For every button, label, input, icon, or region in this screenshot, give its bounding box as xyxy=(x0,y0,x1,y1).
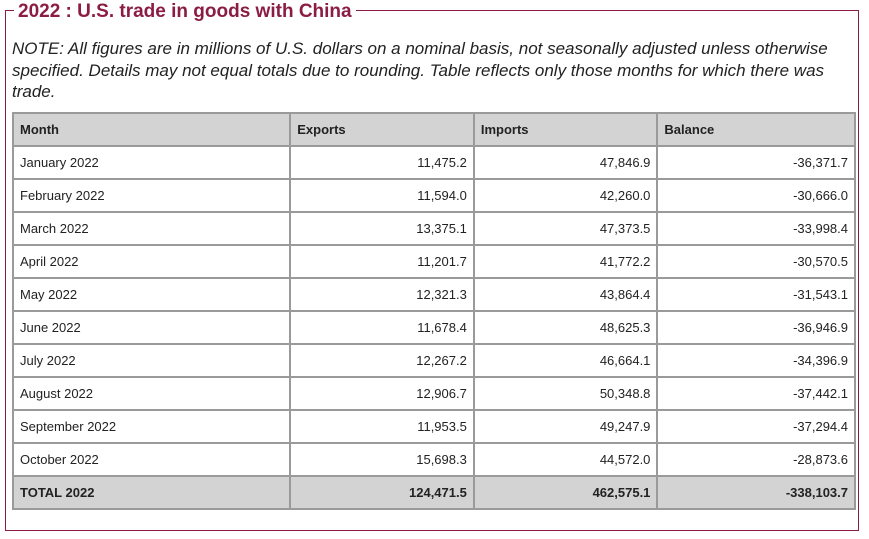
total-balance: -338,103.7 xyxy=(657,476,855,509)
cell-imports: 47,846.9 xyxy=(474,146,658,179)
trade-table xyxy=(12,112,856,510)
cell-exports: 15,698.3 xyxy=(290,443,474,476)
table-row xyxy=(13,212,855,245)
cell-balance: -33,998.4 xyxy=(657,212,855,245)
table-header-row xyxy=(13,113,855,146)
cell-month: April 2022 xyxy=(13,245,290,278)
table-row xyxy=(13,179,855,212)
cell-imports: 49,247.9 xyxy=(474,410,658,443)
cell-month: October 2022 xyxy=(13,443,290,476)
cell-balance: -34,396.9 xyxy=(657,344,855,377)
cell-balance: -30,570.5 xyxy=(657,245,855,278)
header-month: Month xyxy=(13,113,290,146)
cell-imports: 50,348.8 xyxy=(474,377,658,410)
table-row xyxy=(13,245,855,278)
table-row xyxy=(13,344,855,377)
table-row xyxy=(13,311,855,344)
cell-balance: -37,294.4 xyxy=(657,410,855,443)
cell-balance: -28,873.6 xyxy=(657,443,855,476)
table-row xyxy=(13,443,855,476)
cell-month: May 2022 xyxy=(13,278,290,311)
cell-exports: 12,267.2 xyxy=(290,344,474,377)
table-total-row xyxy=(13,476,855,509)
total-imports: 462,575.1 xyxy=(474,476,658,509)
cell-imports: 47,373.5 xyxy=(474,212,658,245)
cell-imports: 43,864.4 xyxy=(474,278,658,311)
cell-balance: -30,666.0 xyxy=(657,179,855,212)
cell-balance: -36,946.9 xyxy=(657,311,855,344)
cell-balance: -31,543.1 xyxy=(657,278,855,311)
table-row xyxy=(13,410,855,443)
cell-imports: 46,664.1 xyxy=(474,344,658,377)
cell-imports: 41,772.2 xyxy=(474,245,658,278)
table-row xyxy=(13,146,855,179)
cell-balance: -37,442.1 xyxy=(657,377,855,410)
header-imports: Imports xyxy=(474,113,658,146)
cell-month: June 2022 xyxy=(13,311,290,344)
page-title: 2022 : U.S. trade in goods with China xyxy=(14,0,356,24)
cell-month: September 2022 xyxy=(13,410,290,443)
total-label: TOTAL 2022 xyxy=(13,476,290,509)
header-exports: Exports xyxy=(290,113,474,146)
table-row xyxy=(13,377,855,410)
cell-exports: 12,321.3 xyxy=(290,278,474,311)
cell-exports: 11,201.7 xyxy=(290,245,474,278)
cell-exports: 11,594.0 xyxy=(290,179,474,212)
cell-imports: 48,625.3 xyxy=(474,311,658,344)
cell-month: August 2022 xyxy=(13,377,290,410)
note-text: NOTE: All figures are in millions of U.S. dollars on a nominal basis, not seasonally adjusted unless otherwise specified. Details may not equal totals due to rounding. Table reflects only those months for which there was trade. xyxy=(12,39,828,101)
cell-exports: 12,906.7 xyxy=(290,377,474,410)
cell-imports: 44,572.0 xyxy=(474,443,658,476)
cell-month: January 2022 xyxy=(13,146,290,179)
cell-exports: 11,475.2 xyxy=(290,146,474,179)
header-balance: Balance xyxy=(657,113,855,146)
cell-exports: 11,678.4 xyxy=(290,311,474,344)
cell-month: July 2022 xyxy=(13,344,290,377)
table-row xyxy=(13,278,855,311)
cell-month: March 2022 xyxy=(13,212,290,245)
cell-balance: -36,371.7 xyxy=(657,146,855,179)
cell-exports: 13,375.1 xyxy=(290,212,474,245)
total-exports: 124,471.5 xyxy=(290,476,474,509)
cell-imports: 42,260.0 xyxy=(474,179,658,212)
cell-month: February 2022 xyxy=(13,179,290,212)
cell-exports: 11,953.5 xyxy=(290,410,474,443)
